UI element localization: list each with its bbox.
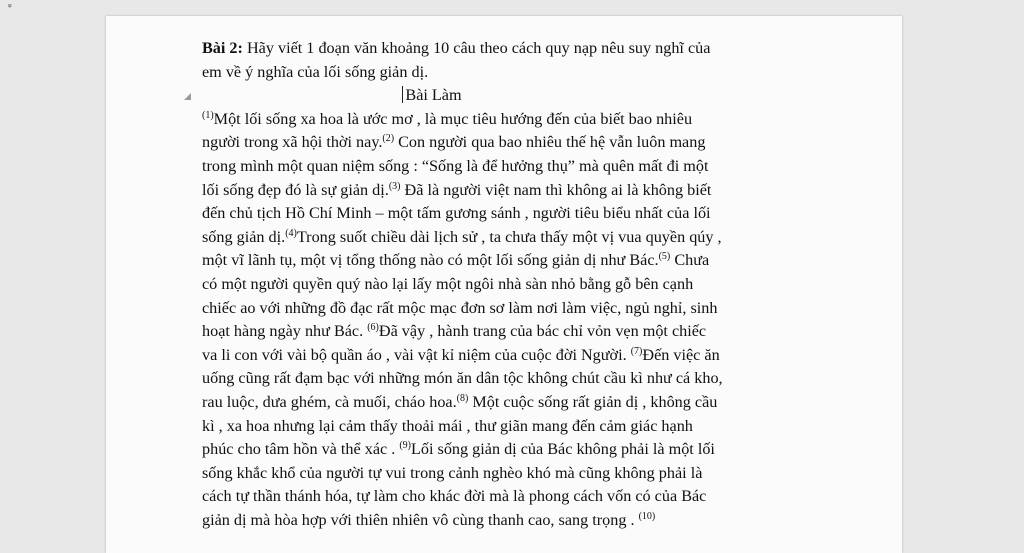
document-body[interactable] [202,37,822,532]
answer-heading: Bài Làm [405,86,462,105]
answer-heading-line [202,84,822,108]
prompt-text: Hãy viết 1 đoạn văn khoảng 10 câu theo cách quy nạp nêu suy nghĩ của [242,39,711,57]
paragraph-line: kì , xa hoa nhưng lại cảm thấy thoải mái , thư giãn mang đến cảm giác hạnh [202,416,693,435]
paragraph-line: hoạt hàng ngày như Bác. $^{(6)}$Đã vậy , hành trang của bác chỉ vỏn vẹn một chiếc [202,322,707,341]
sentence-marker: (1) [202,109,214,121]
prompt-line: em về ý nghĩa của lối sống giản dị. [202,62,429,81]
paragraph-line: $^{(1)}$Một lối sống xa hoa là ước mơ , là mục tiêu hướng đến của biết bao nhiêu [202,109,693,128]
collapse-heading-icon[interactable] [184,93,191,100]
paragraph-line: một vĩ lãnh tụ, một vị tổng thống nào có một lối sống giản dị như Bác.$^{(5)}$ Chưa [202,251,710,270]
paragraph-line: có một người quyền quý nào lại lấy một ngôi nhà sàn nhỏ bằng gỗ bên cạnh [202,274,694,293]
sentence-marker: (3) [388,180,401,192]
paragraph-line: va li con với vài bộ quần áo , vài vật kỉ niệm của cuộc đời Người. $^{(7)}$Đến việc ăn [202,345,720,364]
prompt-line [202,37,822,61]
sentence-marker: (6) [367,322,379,334]
sentence-marker: (4) [285,227,297,239]
sentence-marker: (7) [630,345,643,357]
paragraph-line: lối sống đẹp đó là sự giản dị.$^{(3)}$ Đã là người việt nam thì không ai là không biết [202,180,712,199]
paragraph-line: đến chủ tịch Hồ Chí Minh – một tấm gương sánh , người tiêu biểu nhất của lối [202,204,711,223]
sentence-marker: (8) [456,392,469,404]
paragraph-line: người trong xã hội thời nay.$^{(2)}$ Con người qua bao nhiêu thế hệ vẫn luôn mang [202,133,706,152]
paragraph-line: rau luộc, dưa ghém, cà muối, cháo hoa.$^{(8)}$ Một cuộc sống rất giản dị , không cầu [202,392,718,411]
sentence-marker: (5) [658,251,671,263]
ruler-marker-icon: ᵩ [8,0,12,10]
paragraph-line: trong mình một quan niệm sống : “Sống là để hưởng thụ” mà quên mất đi một [202,156,709,175]
text-cursor [402,86,403,103]
sentence-marker: (9) [399,440,412,452]
paragraph-line: sống giản dị.$^{(4)}$Trong suốt chiều dài lịch sử , ta chưa thấy một vị vua quyền qúy , [202,227,722,246]
sentence-marker: (10) [638,510,656,522]
paragraph-line: sống khắc khổ của người tự vui trong cảnh nghèo khó mà cũng không phải là [202,463,703,482]
paragraph-line: cách tự thần thánh hóa, tự làm cho khác đời mà là phong cách vốn có của Bác [202,487,707,506]
exercise-label: Bài 2: [202,39,243,57]
paragraph-line: uống cũng rất đạm bạc với những món ăn dân tộc không chút cầu kì như cá kho, [202,369,723,388]
paragraph-line: giản dị mà hòa hợp với thiên nhiên vô cùng thanh cao, sang trọng . $^{(10)}$ [202,510,656,529]
sentence-marker: (2) [382,133,395,145]
paragraph-line: chiếc ao với những đồ đạc rất mộc mạc đơn sơ làm nơi làm việc, ngủ nghỉ, sinh [202,298,718,317]
paragraph-line: phúc cho tâm hồn và thể xác . $^{(9)}$Lối sống giản dị của Bác không phải là một lối [202,440,715,459]
